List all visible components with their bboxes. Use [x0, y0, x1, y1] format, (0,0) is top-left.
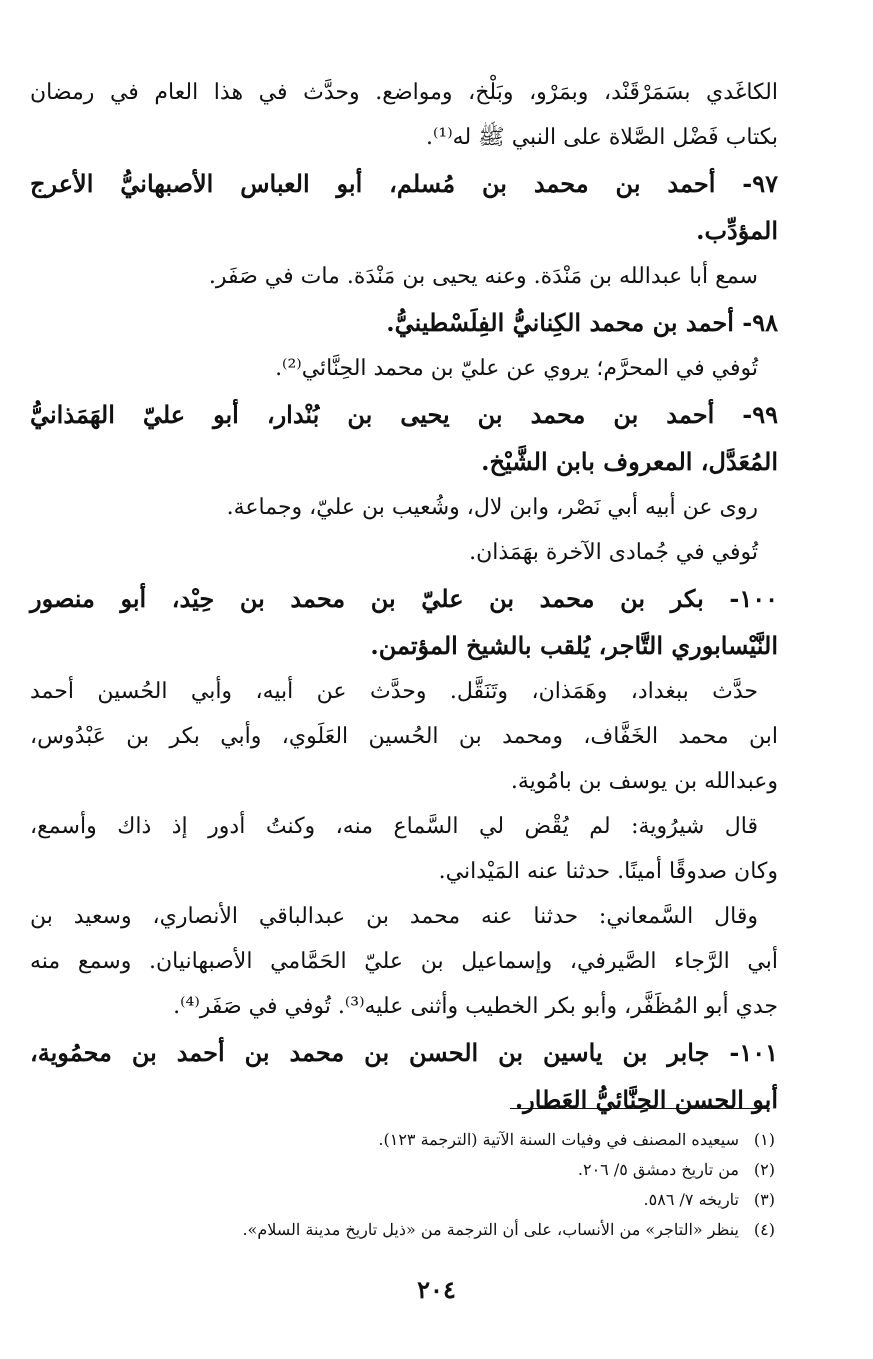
text-line: جدي أبو المُظَفَّر، وأبو بكر الخطيب وأثنى عليه⁽³⁾. تُوفي في صَفَر⁽⁴⁾. — [173, 994, 778, 1019]
entry-heading-line: ١٠١- جابر بن ياسين بن الحسن بن محمد بن أحمد بن محمُوية، — [30, 1038, 778, 1067]
entry-heading-line: المؤدِّب. — [696, 216, 778, 245]
footnote — [60, 1155, 775, 1185]
entry-heading-line: المُعَدَّل، المعروف بابن الشَّيْخ. — [481, 447, 778, 476]
text-line: بكتاب فَضْل الصَّلاة على النبي ﷺ له⁽¹⁾. — [426, 125, 778, 150]
entry-heading-line: أبو الحسن الحِنَّائيُّ العَطار. — [514, 1085, 778, 1114]
footnote-number: (٤) — [753, 1220, 775, 1239]
footnote-number: (١) — [753, 1130, 775, 1149]
text-line: ابن محمد الخَفَّاف، ومحمد بن الحُسين العَلَوي، وأبي بكر بن عَبْدُوس، — [30, 724, 778, 749]
entry-heading-line: ٩٩- أحمد بن محمد بن يحيى بن بُنْدار، أبو عليّ الهَمَذانيُّ — [30, 400, 778, 429]
entry-heading-line: ٩٨- أحمد بن محمد الكِنانيُّ الفِلَسْطينيُّ. — [386, 308, 778, 337]
footnote-text: من تاريخ دمشق ٥/ ٢٠٦. — [577, 1160, 739, 1179]
footnote — [60, 1125, 775, 1155]
text-line: وقال السَّمعاني: حدثنا عنه محمد بن عبدالباقي الأنصاري، وسعيد بن — [30, 904, 758, 929]
footnote-text: ينظر «التاجر» من الأنساب، على أن الترجمة من «ذيل تاريخ مدينة السلام». — [242, 1220, 739, 1239]
text-line: الكاغَدي بسَمَرْقَنْد، وبمَرْو، وبَلْخ، ومواضع. وحدَّث في هذا العام في رمضان — [30, 80, 778, 105]
page-number: ٢٠٤ — [417, 1275, 456, 1304]
text-line: حدَّث ببغداد، وهَمَذان، وتَنَقَّل. وحدَّث عن أبيه، وأبي الحُسين أحمد — [30, 679, 758, 704]
text-line: وكان صدوقًا أمينًا. حدثنا عنه المَيْداني. — [438, 859, 778, 884]
entry-heading-line: ١٠٠- بكر بن محمد بن عليّ بن محمد بن حِيْد، أبو منصور — [30, 584, 778, 613]
body-text — [30, 70, 778, 1114]
footnote-text: تاريخه ٧/ ٥٨٦. — [643, 1190, 739, 1209]
footnote-divider — [510, 1108, 770, 1109]
text-line: سمع أبا عبدالله بن مَنْدَة. وعنه يحيى بن مَنْدَة. مات في صَفَر. — [208, 264, 758, 289]
text-line: تُوفي في المحرَّم؛ يروي عن عليّ بن محمد الحِنَّائي⁽²⁾. — [275, 356, 758, 381]
text-line: قال شيرُوية: لم يُقْض لي السَّماع منه، وكنتُ أدور إذ ذاك وأسمع، — [30, 814, 758, 839]
text-line: أبي الرَّجاء الصَّيرفي، وإسماعيل بن عليّ الحَمَّامي الأصبهانيان. وسمع منه — [30, 949, 778, 974]
text-line: تُوفي في جُمادى الآخرة بهَمَذان. — [469, 540, 758, 565]
text-line: وعبدالله بن يوسف بن بامُوية. — [510, 769, 778, 794]
footnote-text: سيعيده المصنف في وفيات السنة الآتية (الترجمة ١٢٣). — [378, 1130, 739, 1149]
footnotes — [60, 1125, 775, 1245]
footnote — [60, 1215, 775, 1245]
footnote-number: (٣) — [753, 1190, 775, 1209]
footnote-number: (٢) — [753, 1160, 775, 1179]
main-text — [30, 70, 778, 1114]
entry-heading-line: ٩٧- أحمد بن محمد بن مُسلم، أبو العباس الأصبهانيُّ الأعرج — [30, 169, 778, 198]
footnote — [60, 1185, 775, 1215]
entry-heading-line: النَّيْسابوري التَّاجر، يُلقب بالشيخ المؤتمن. — [370, 631, 778, 660]
text-line: روى عن أبيه أبي نَصْر، وابن لال، وشُعيب بن عليّ، وجماعة. — [226, 495, 758, 520]
